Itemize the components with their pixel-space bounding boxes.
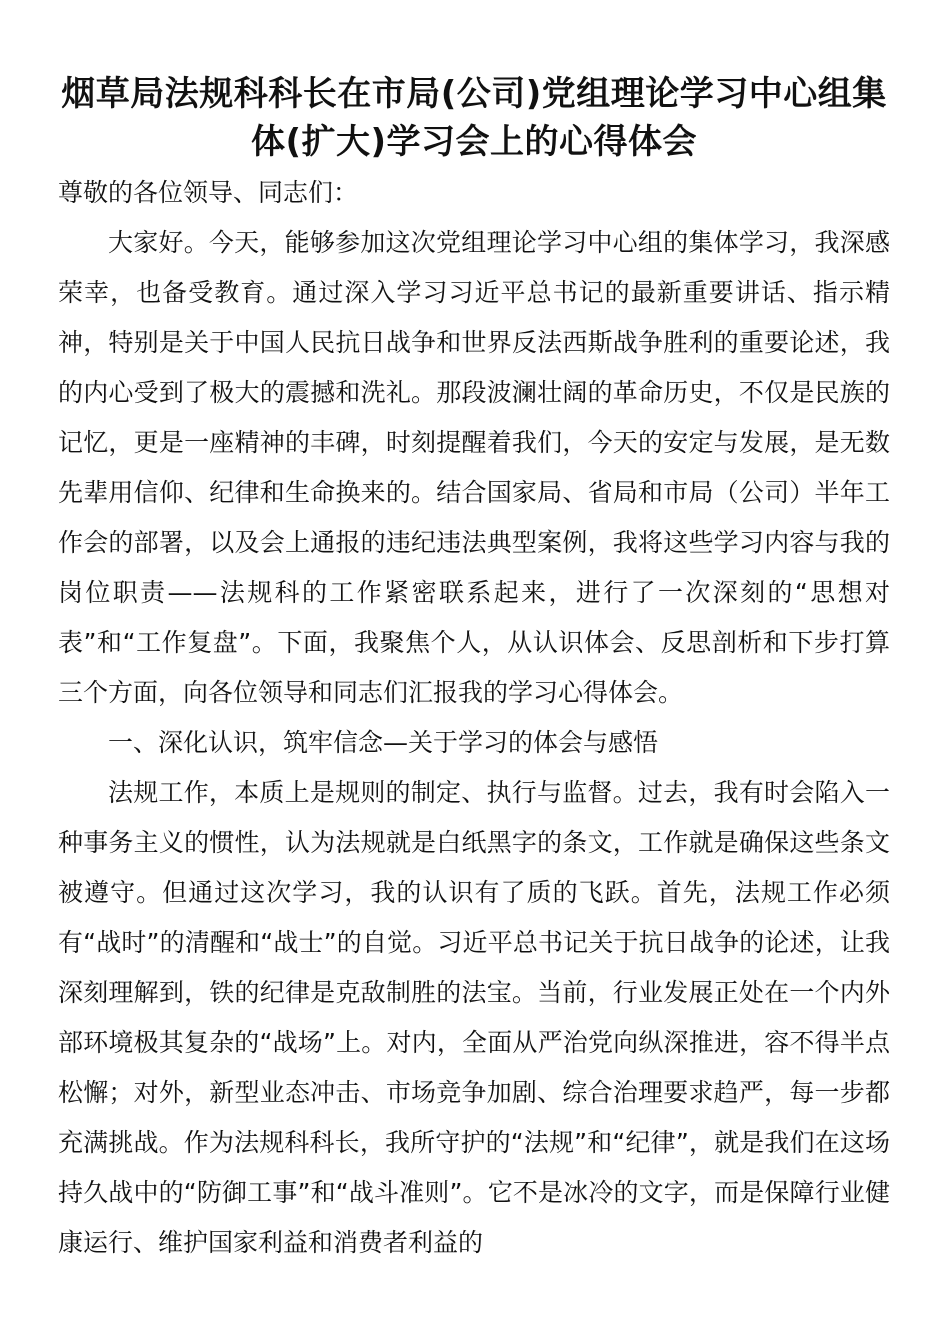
intro-paragraph: 大家好。今天，能够参加这次党组理论学习中心组的集体学习，我深感荣幸，也备受教育。通过深入学习习近平总书记的最新重要讲话、指示精神，特别是关于中国人民抗日战争和世界反法西斯战争胜利的重要论述，我的内心受到了极大的震撼和洗礼。那段波澜壮阔的革命历史，不仅是民族的记忆，更是一座精神的丰碑，时刻提醒着我们，今天的安定与发展，是无数先辈用信仰、纪律和生命换来的。结合国家局、省局和市局（公司）半年工作会的部署，以及会上通报的违纪违法典型案例，我将这些学习内容与我的岗位职责——法规科的工作紧密联系起来，进行了一次深刻的“思想对表”和“工作复盘”。下面，我聚焦个人，从认识体会、反思剖析和下步打算三个方面，向各位领导和同志们汇报我的学习心得体会。: [58, 228, 890, 707]
salutation: 尊敬的各位领导、同志们：: [58, 178, 359, 207]
section-1-paragraph: 法规工作，本质上是规则的制定、执行与监督。过去，我有时会陷入一种事务主义的惯性，认为法规就是白纸黑字的条文，工作就是确保这些条文被遵守。但通过这次学习，我的认识有了质的飞跃。首先，法规工作必须有“战时”的清醒和“战士”的自觉。习近平总书记关于抗日战争的论述，让我深刻理解到，铁的纪律是克敌制胜的法宝。当前，行业发展正处在一个内外部环境极其复杂的“战场”上。对内，全面从严治党向纵深推进，容不得半点松懈；对外，新型业态冲击、市场竞争加剧、综合治理要求趋严，每一步都充满挑战。作为法规科科长，我所守护的“法规”和“纪律”，就是我们在这场持久战中的“防御工事”和“战斗准则”。它不是冰冷的文字，而是保障行业健康运行、维护国家利益和消费者利益的: [58, 778, 890, 1257]
section-heading-1: 一、深化认识，筑牢信念—关于学习的体会与感悟: [108, 728, 659, 757]
document-title: 烟草局法规科科长在市局(公司)党组理论学习中心组集体(扩大)学习会上的心得体会: [61, 74, 887, 162]
